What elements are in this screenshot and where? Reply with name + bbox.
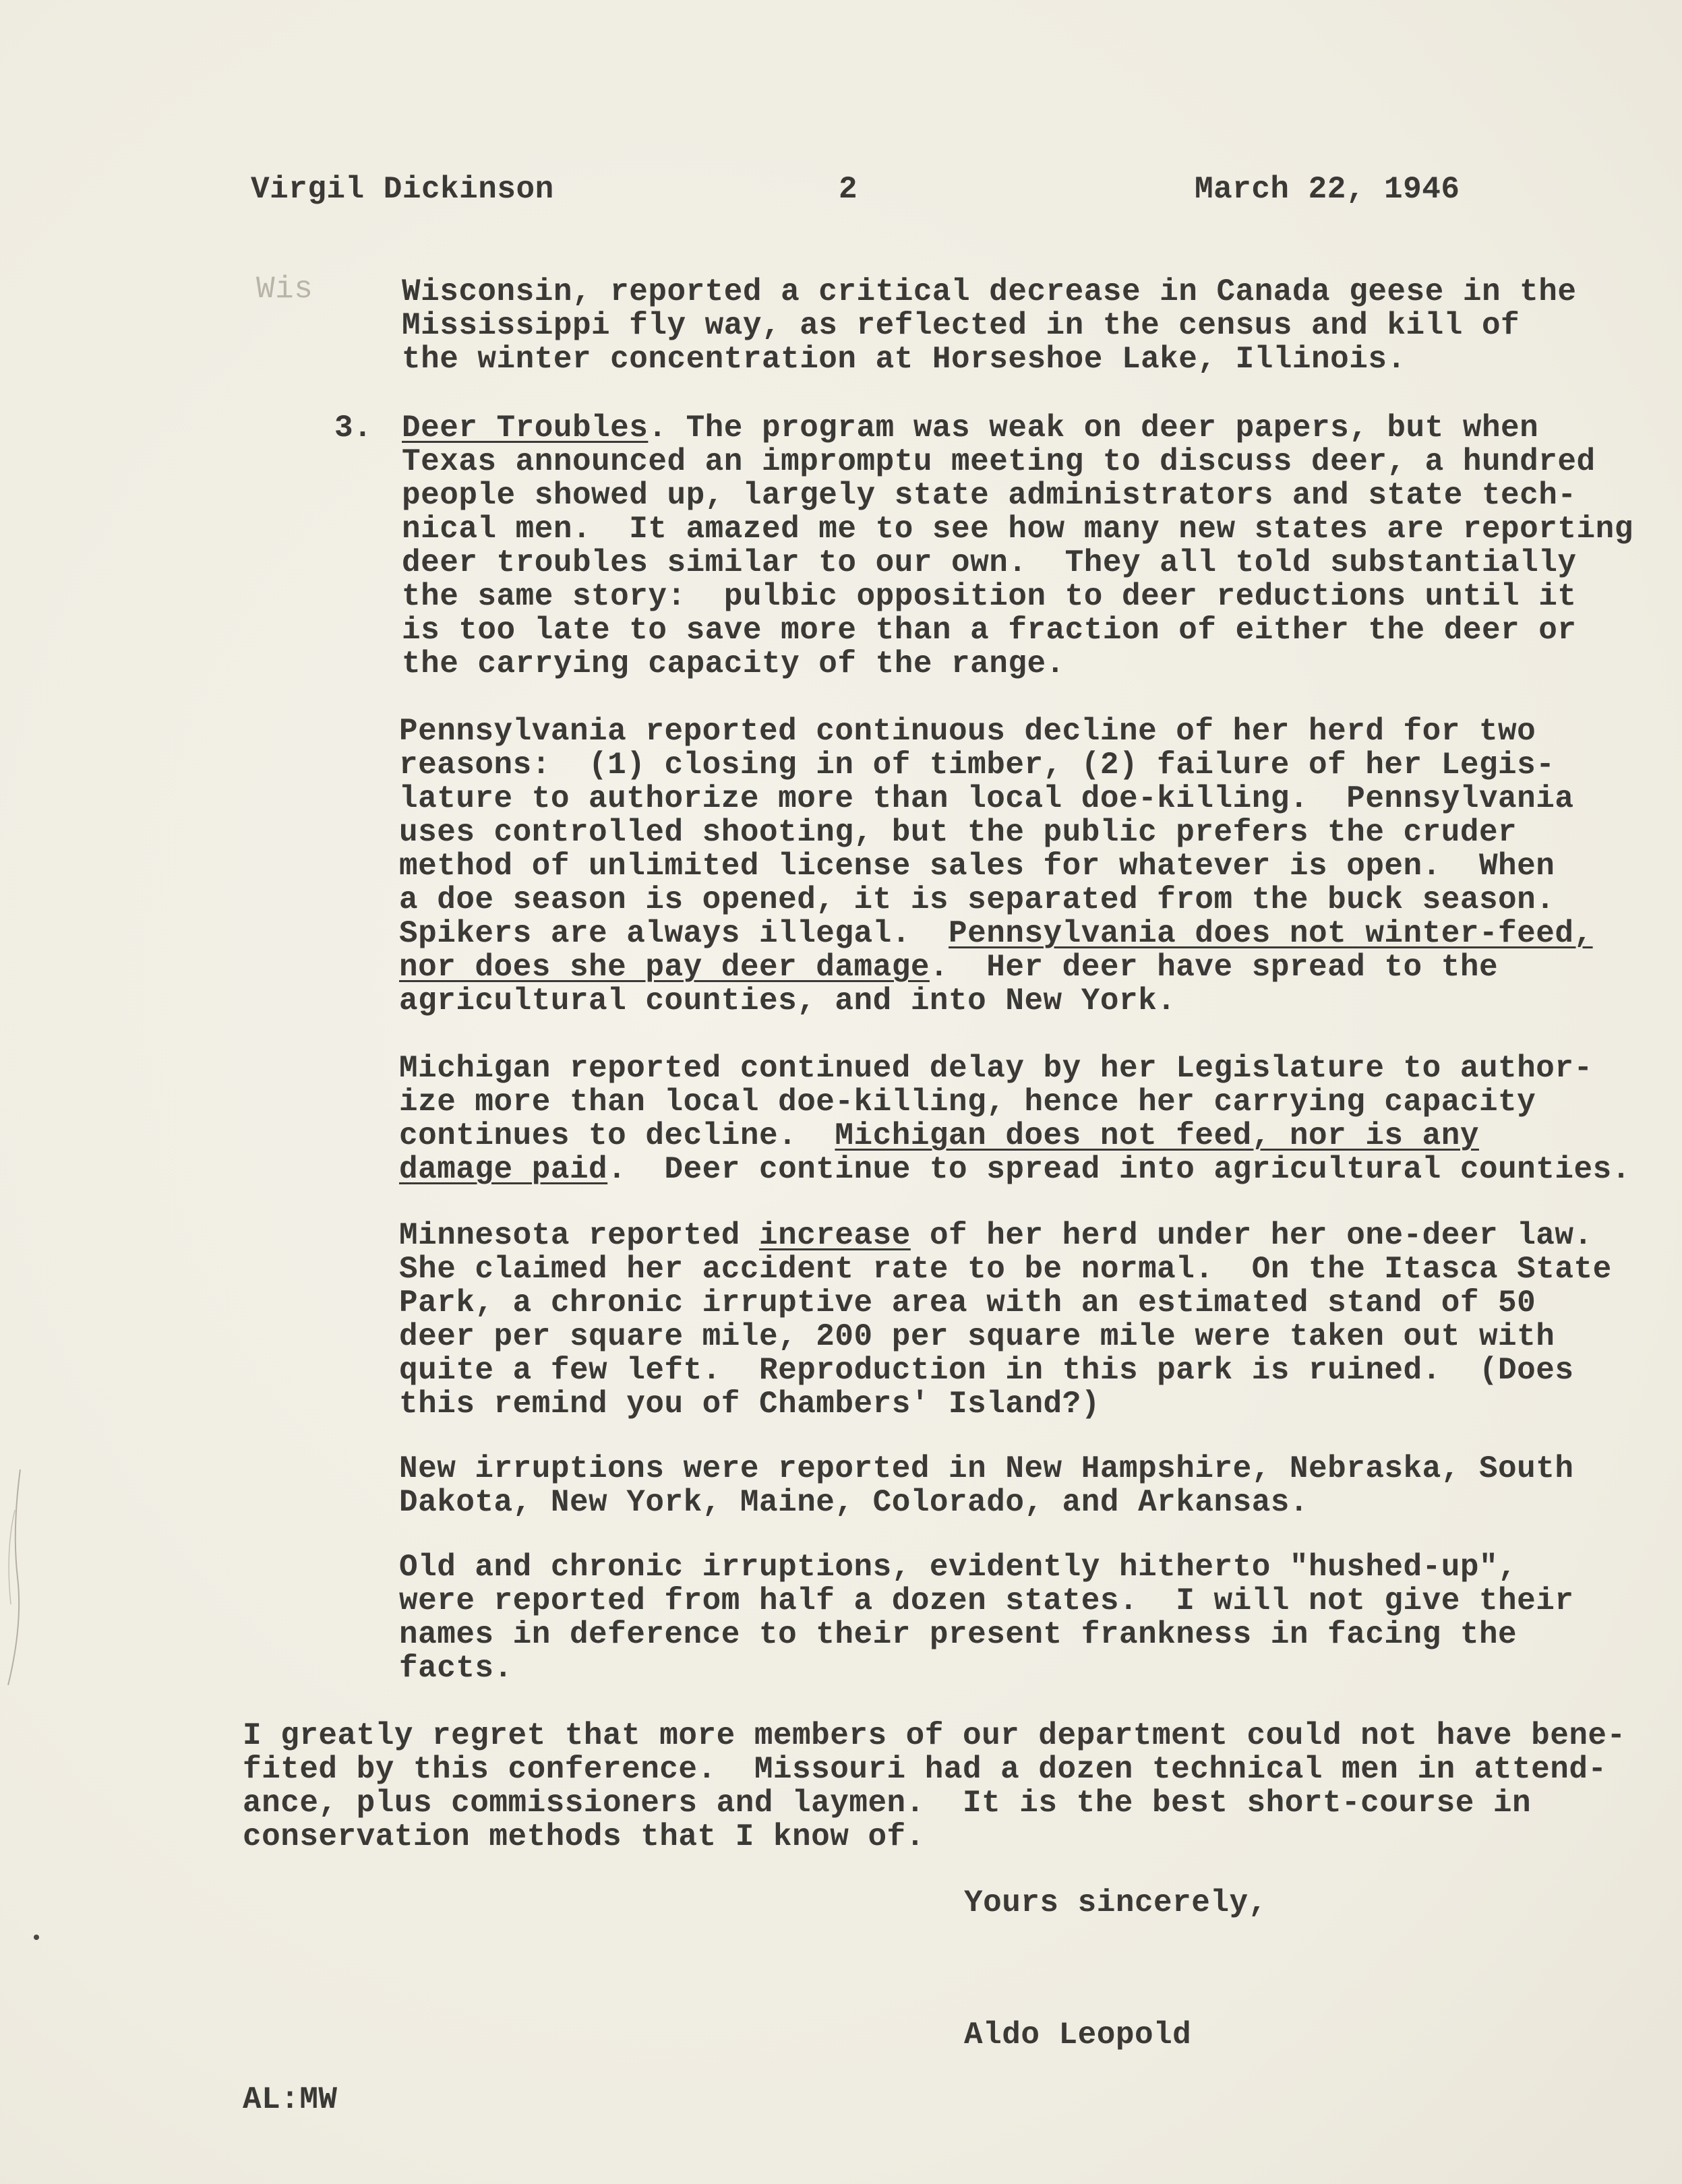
paragraph-line: Dakota, New York, Maine, Colorado, and Arkansas. (399, 1485, 1309, 1520)
paragraph-text: of her herd under her one-deer law. (910, 1218, 1593, 1253)
paragraph-line: Park, a chronic irruptive area with an estimated stand of 50 (399, 1285, 1536, 1321)
typist-initials: AL:MW (243, 2082, 338, 2117)
page-number: 2 (839, 172, 858, 207)
paragraph-text: . Deer continue to spread into agricultural counties. (607, 1152, 1631, 1187)
paragraph-line (399, 1219, 1593, 1252)
paragraph-line: the carrying capacity of the range. (402, 646, 1065, 681)
paragraph-line: Texas announced an impromptu meeting to discuss deer, a hundred (402, 444, 1596, 479)
paragraph-line: names in deference to their present frankness in facing the (399, 1617, 1518, 1652)
paragraph-line: the same story: pulbic opposition to deer reductions until it (402, 579, 1577, 614)
underlined-text: Pennsylvania does not winter-feed, (949, 916, 1593, 951)
paragraph-line: the winter concentration at Horseshoe Lake, Illinois. (402, 342, 1406, 377)
paragraph-line (399, 917, 1593, 950)
paragraph-text: . The program was weak on deer papers, but when (648, 411, 1539, 446)
paragraph-line: Pennsylvania reported continuous decline of her herd for two (399, 714, 1536, 749)
paragraph-line (399, 950, 1498, 984)
paragraph-line: Michigan reported continued delay by her Legislature to author- (399, 1051, 1593, 1086)
paragraph-line: nical men. It amazed me to see how many new states are reporting (402, 512, 1633, 547)
recipient-name: Virgil Dickinson (251, 172, 554, 207)
margin-scratch-mark (0, 1469, 27, 1685)
paragraph-line: Mississippi fly way, as reflected in the census and kill of (402, 308, 1520, 343)
paragraph-text: Minnesota reported (399, 1218, 759, 1253)
paragraph-line: conservation methods that I know of. (243, 1819, 925, 1854)
underlined-text: nor does she pay deer damage (399, 950, 930, 985)
paragraph-line (399, 1119, 1479, 1153)
paragraph-line: fited by this conference. Missouri had a dozen technical men in attend- (243, 1752, 1607, 1787)
paragraph-text: Spikers are always illegal. (399, 916, 949, 951)
ink-dot (34, 1935, 39, 1940)
paragraph-line: a doe season is opened, it is separated from the buck season. (399, 882, 1555, 917)
complimentary-close: Yours sincerely, (964, 1885, 1267, 1920)
underlined-text: increase (759, 1218, 911, 1253)
underlined-text: Michigan does not feed, nor is any (835, 1118, 1479, 1153)
paragraph-line: agricultural counties, and into New York. (399, 983, 1176, 1019)
paragraph-line: lature to authorize more than local doe-killing. Pennsylvania (399, 781, 1574, 816)
paragraph-line: were reported from half a dozen states. I will not give their (399, 1583, 1574, 1618)
paragraph-line: New irruptions were reported in New Hampshire, Nebraska, South (399, 1451, 1574, 1486)
paragraph-line: uses controlled shooting, but the public prefers the cruder (399, 815, 1518, 850)
paragraph-line: deer troubles similar to our own. They all told substantially (402, 545, 1577, 580)
paragraph-line: people showed up, largely state administrators and state tech- (402, 478, 1577, 513)
item-heading: Deer Troubles (402, 411, 649, 446)
paragraph-text: continues to decline. (399, 1118, 835, 1153)
underlined-text: damage paid (399, 1152, 608, 1187)
paragraph-line: I greatly regret that more members of our department could not have bene- (243, 1718, 1626, 1753)
paragraph-line: ize more than local doe-killing, hence her carrying capacity (399, 1085, 1536, 1120)
paragraph-line: deer per square mile, 200 per square mile were taken out with (399, 1319, 1555, 1354)
paragraph-text: . Her deer have spread to the (929, 950, 1499, 985)
paragraph-line: this remind you of Chambers' Island?) (399, 1387, 1100, 1422)
paragraph-line: method of unlimited license sales for whatever is open. When (399, 849, 1555, 884)
paragraph-line: is too late to save more than a fraction of either the deer or (402, 613, 1577, 648)
item-number: 3. (334, 411, 373, 446)
paragraph-line: Wisconsin, reported a critical decrease in Canada geese in the (402, 274, 1577, 309)
paragraph-line: facts. (399, 1651, 513, 1686)
paragraph-line: quite a few left. Reproduction in this park is ruined. (Does (399, 1353, 1574, 1388)
signature-name: Aldo Leopold (964, 2018, 1192, 2053)
letter-date: March 22, 1946 (1195, 172, 1460, 207)
paragraph-line: She claimed her accident rate to be normal. On the Itasca State (399, 1252, 1612, 1287)
paragraph-line: ance, plus commissioners and laymen. It is the best short-course in (243, 1786, 1532, 1821)
paragraph-line: Old and chronic irruptions, evidently hitherto "hushed-up", (399, 1550, 1518, 1585)
item-first-line (402, 411, 1538, 445)
paragraph-line: reasons: (1) closing in of timber, (2) failure of her Legis- (399, 748, 1555, 783)
paragraph-line (399, 1153, 1631, 1186)
margin-mark: Wis (256, 272, 313, 307)
